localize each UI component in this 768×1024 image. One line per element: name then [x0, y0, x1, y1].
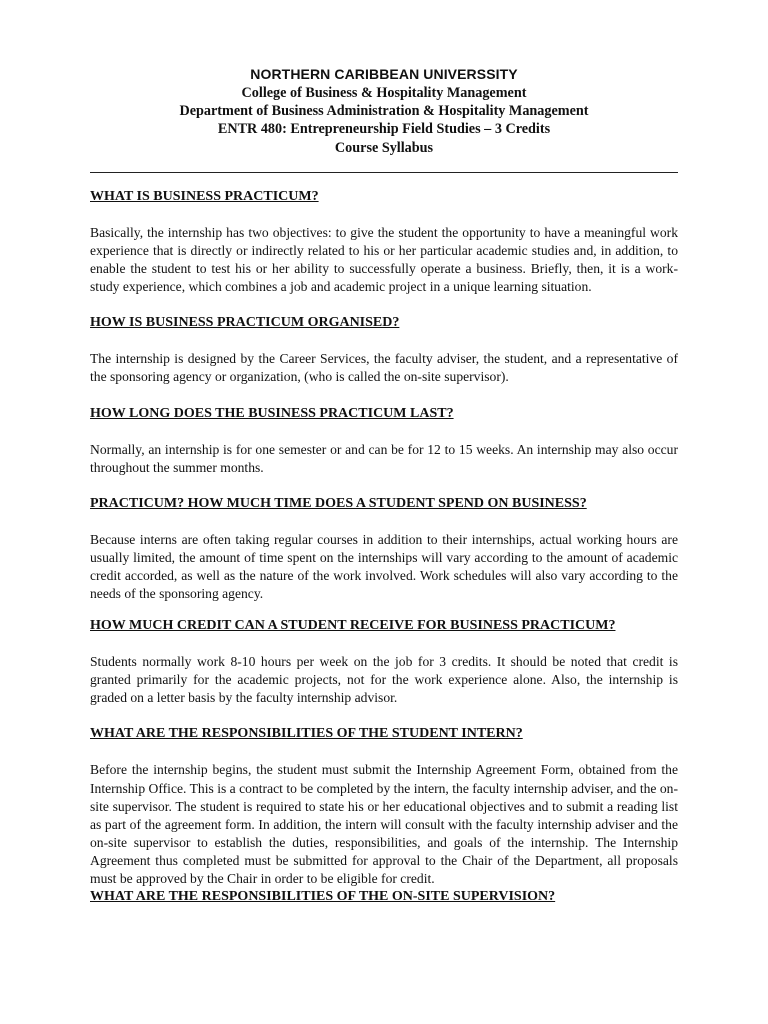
section-heading-organised: HOW IS BUSINESS PRACTICUM ORGANISED?	[90, 315, 400, 331]
section-heading-supervisor-responsibilities: WHAT ARE THE RESPONSIBILITIES OF THE ON-SITE SUPERVISION?	[90, 889, 556, 905]
header-divider	[90, 172, 678, 173]
section-text-time: Because interns are often taking regular courses in addition to their internships, actual working hours are usually limited, the amount of time spent on the internships will vary according to the amount of academic credit accorded, as well as the nature of the work involved. Work schedules will also vary according to the needs of the sponsoring agency.	[90, 531, 678, 602]
section-text-organised: The internship is designed by the Career Services, the faculty adviser, the student, and a representative of the sponsoring agency or organization, (who is called the on-site supervisor).	[90, 351, 678, 385]
section-heading-student-responsibilities: WHAT ARE THE RESPONSIBILITIES OF THE STUDENT INTERN?	[90, 726, 523, 742]
university-name: NORTHERN CARIBBEAN UNIVERSSITY	[250, 66, 518, 82]
section-heading-duration: HOW LONG DOES THE BUSINESS PRACTICUM LAST?	[90, 405, 454, 421]
section-heading-time: PRACTICUM? HOW MUCH TIME DOES A STUDENT SPEND ON BUSINESS?	[90, 495, 587, 511]
section-text-credit: Students normally work 8-10 hours per week on the job for 3 credits. It should be noted that credit is granted primarily for the academic projects, not for the work experience alone. Also, the internship is graded on a letter basis by the faculty internship advisor.	[90, 654, 678, 706]
course-title: ENTR 480: Entrepreneurship Field Studies – 3 Credits	[217, 121, 551, 138]
section-text-duration: Normally, an internship is for one semester or and can be for 12 to 15 weeks. An internship may also occur throughout the summer months.	[90, 441, 678, 475]
document-type: Course Syllabus	[334, 139, 434, 156]
section-heading-what-is: WHAT IS BUSINESS PRACTICUM?	[90, 189, 319, 204]
department-name: Department of Business Administration & Hospitality Management	[179, 103, 589, 120]
college-name: College of Business & Hospitality Management	[241, 85, 527, 101]
document-header	[90, 64, 678, 157]
section-text-what-is: Basically, the internship has two objectives: to give the student the opportunity to have a meaningful work experience that is directly or indirectly related to his or her particular academic studies and, in addition, to enable the student to test his or her ability to successfully operate a business. Briefly, then, it is a work-study experience, which combines a job and academic project in a unique learning situation.	[90, 225, 678, 295]
document-body	[90, 188, 678, 906]
section-text-student-responsibilities: Before the internship begins, the student must submit the Internship Agreement Form, obtained from the Internship Office. This is a contract to be completed by the intern, the faculty internship adviser, and the on-site supervisor. The student is required to state his or her educational objectives and to submit a reading list as part of the agreement form. In addition, the intern will consult with the faculty internship adviser and the on-site supervisor to establish the duties, responsibilities, and goals of the internship. The Internship Agreement thus completed must be submitted for approval to the Chair of the Department, all proposals must be approved by the Chair in order to be eligible for credit.	[90, 762, 678, 886]
section-heading-credit: HOW MUCH CREDIT CAN A STUDENT RECEIVE FOR BUSINESS PRACTICUM?	[90, 618, 616, 634]
